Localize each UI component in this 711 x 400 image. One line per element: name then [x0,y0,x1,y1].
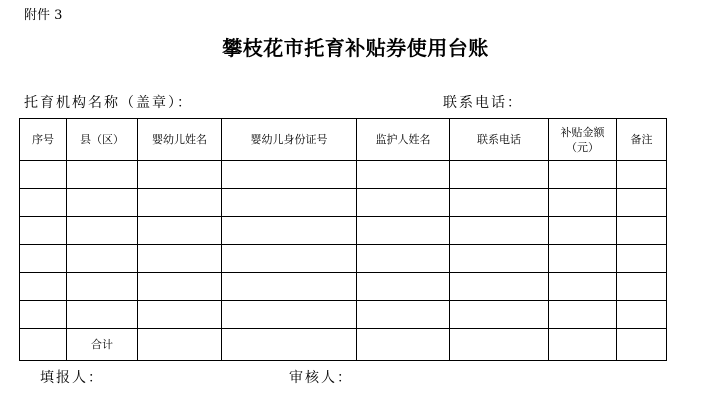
table-cell [222,329,357,361]
table-cell [20,301,67,329]
table-cell [222,301,357,329]
table-cell [617,189,667,217]
table-cell [222,245,357,273]
table-cell [67,245,138,273]
table-cell [20,161,67,189]
table-cell [549,329,617,361]
table-cell [67,189,138,217]
table-row [20,161,667,189]
table-cell [617,161,667,189]
table-cell [357,301,450,329]
table-cell [450,189,549,217]
table-cell [222,217,357,245]
table-cell [67,161,138,189]
table-cell [617,245,667,273]
table-cell [450,301,549,329]
table-cell [138,301,222,329]
table-cell [617,301,667,329]
filler-label: 填报人： [40,370,104,386]
table-cell [138,161,222,189]
table-cell [617,273,667,301]
table-cell [357,189,450,217]
table-row [20,189,667,217]
table-cell [67,217,138,245]
table-cell [20,329,67,361]
table-cell [549,189,617,217]
header-amount-unit: （元） [566,140,599,154]
table-cell [450,161,549,189]
table-cell [549,217,617,245]
table-cell [138,189,222,217]
ledger-table [19,118,667,361]
table-cell [67,301,138,329]
institution-name-label: 托育机构名称（盖章）： [24,95,193,111]
table-cell [138,273,222,301]
header-index: 序号 [20,119,67,161]
page-title: 攀枝花市托育补贴券使用台账 [222,36,489,60]
table-row [20,217,667,245]
total-row [20,329,667,361]
table-cell [67,273,138,301]
total-label: 合计 [67,329,138,361]
table-cell [138,245,222,273]
table-cell [450,329,549,361]
table-cell [138,217,222,245]
table-cell [222,189,357,217]
table-row [20,245,667,273]
table-cell [20,189,67,217]
contact-phone-label: 联系电话： [443,95,523,111]
table-cell [222,273,357,301]
table-cell [617,329,667,361]
table-cell [617,217,667,245]
table-cell [357,329,450,361]
header-phone: 联系电话 [450,119,549,161]
table-cell [549,273,617,301]
header-amount [549,119,617,161]
table-cell [357,245,450,273]
table-cell [20,273,67,301]
table-cell [450,273,549,301]
header-infant-id: 婴幼儿身份证号 [222,119,357,161]
table-cell [357,217,450,245]
table-cell [357,273,450,301]
table-cell [549,161,617,189]
header-infant-name: 婴幼儿姓名 [138,119,222,161]
table-cell [450,217,549,245]
header-amount-label: 补贴金额 [560,125,605,139]
table-cell [222,161,357,189]
header-county: 县（区） [67,119,138,161]
table-cell [20,217,67,245]
header-remarks: 备注 [617,119,667,161]
reviewer-label: 审核人： [289,370,353,386]
header-guardian-name: 监护人姓名 [357,119,450,161]
table-row [20,273,667,301]
table-cell [20,245,67,273]
table-cell [450,245,549,273]
table-row [20,301,667,329]
table-cell [549,301,617,329]
table-cell [549,245,617,273]
table-cell [138,329,222,361]
table-cell [357,161,450,189]
annex-label: 附件 3 [24,8,63,23]
table-header-row [20,119,667,161]
